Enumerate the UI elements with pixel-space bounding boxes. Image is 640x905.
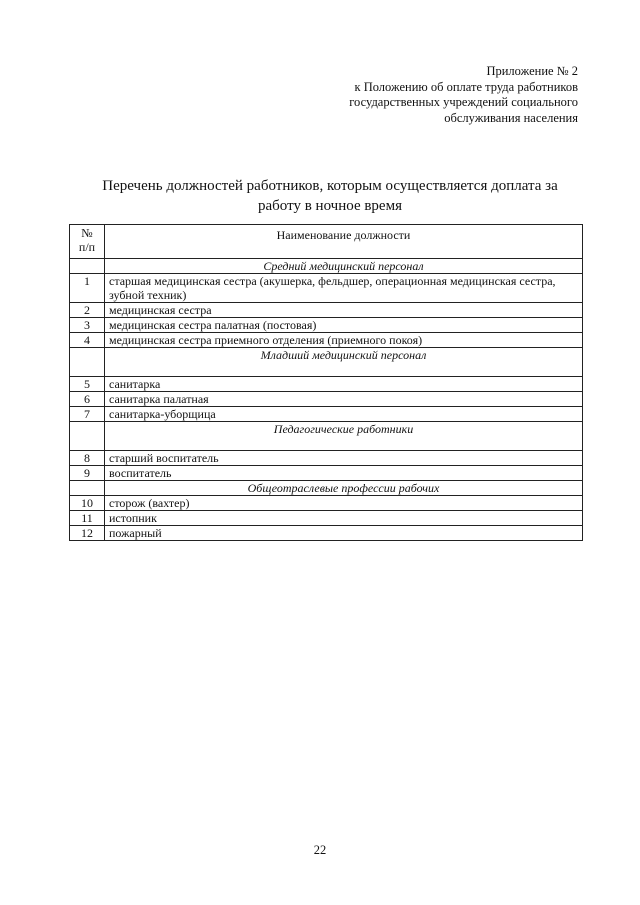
- row-number: 12: [70, 526, 105, 541]
- table-row: [70, 526, 583, 541]
- section-title: Педагогические работники: [105, 422, 583, 451]
- title-line: работу в ночное время: [258, 198, 402, 214]
- positions-table: [69, 224, 583, 541]
- number-header-line: п/п: [78, 240, 96, 254]
- table-row: [70, 377, 583, 392]
- position-name: медицинская сестра: [105, 303, 583, 318]
- position-name: санитарка-уборщица: [105, 407, 583, 422]
- position-name: старшая медицинская сестра (акушерка, фельдшер, операционная медицинская сестра, зубной техник): [105, 274, 583, 303]
- row-number: 9: [70, 466, 105, 481]
- table-row: [70, 407, 583, 422]
- number-column-header: [70, 225, 105, 259]
- row-number: 6: [70, 392, 105, 407]
- section-row: [70, 348, 583, 377]
- section-number-cell: [70, 481, 105, 496]
- row-number: 3: [70, 318, 105, 333]
- section-title: Младший медицинский персонал: [105, 348, 583, 377]
- section-number-cell: [70, 422, 105, 451]
- title-line: Перечень должностей работников, которым осуществляется доплата за: [102, 178, 558, 194]
- position-name: санитарка палатная: [105, 392, 583, 407]
- position-name: медицинская сестра палатная (постовая): [105, 318, 583, 333]
- section-title: Общеотраслевые профессии рабочих: [105, 481, 583, 496]
- appendix-header: [238, 64, 578, 126]
- appendix-line: Приложение № 2: [486, 64, 578, 78]
- table-row: [70, 303, 583, 318]
- table-row: [70, 451, 583, 466]
- appendix-line: государственных учреждений социального: [349, 95, 578, 109]
- row-number: 10: [70, 496, 105, 511]
- row-number: 11: [70, 511, 105, 526]
- row-number: 4: [70, 333, 105, 348]
- table-header-row: [70, 225, 583, 259]
- section-row: [70, 422, 583, 451]
- position-name: истопник: [105, 511, 583, 526]
- table-row: [70, 333, 583, 348]
- position-name: медицинская сестра приемного отделения (приемного покоя): [105, 333, 583, 348]
- section-title: Средний медицинский персонал: [105, 259, 583, 274]
- position-name: сторож (вахтер): [105, 496, 583, 511]
- section-row: [70, 481, 583, 496]
- table-row: [70, 392, 583, 407]
- page-number: 22: [313, 843, 327, 857]
- row-number: 8: [70, 451, 105, 466]
- table-row: [70, 496, 583, 511]
- position-name: пожарный: [105, 526, 583, 541]
- section-number-cell: [70, 348, 105, 377]
- row-number: 2: [70, 303, 105, 318]
- section-row: [70, 259, 583, 274]
- row-number: 5: [70, 377, 105, 392]
- section-number-cell: [70, 259, 105, 274]
- position-name: воспитатель: [105, 466, 583, 481]
- number-header-line: №: [81, 226, 93, 240]
- table-row: [70, 511, 583, 526]
- document-title: [86, 176, 574, 216]
- position-name: санитарка: [105, 377, 583, 392]
- table-row: [70, 274, 583, 303]
- row-number: 1: [70, 274, 105, 303]
- row-number: 7: [70, 407, 105, 422]
- table-row: [70, 318, 583, 333]
- position-name: старший воспитатель: [105, 451, 583, 466]
- position-column-header: Наименование должности: [105, 225, 583, 259]
- appendix-line: к Положению об оплате труда работников: [354, 79, 578, 94]
- table-row: [70, 466, 583, 481]
- appendix-line: обслуживания населения: [444, 110, 578, 125]
